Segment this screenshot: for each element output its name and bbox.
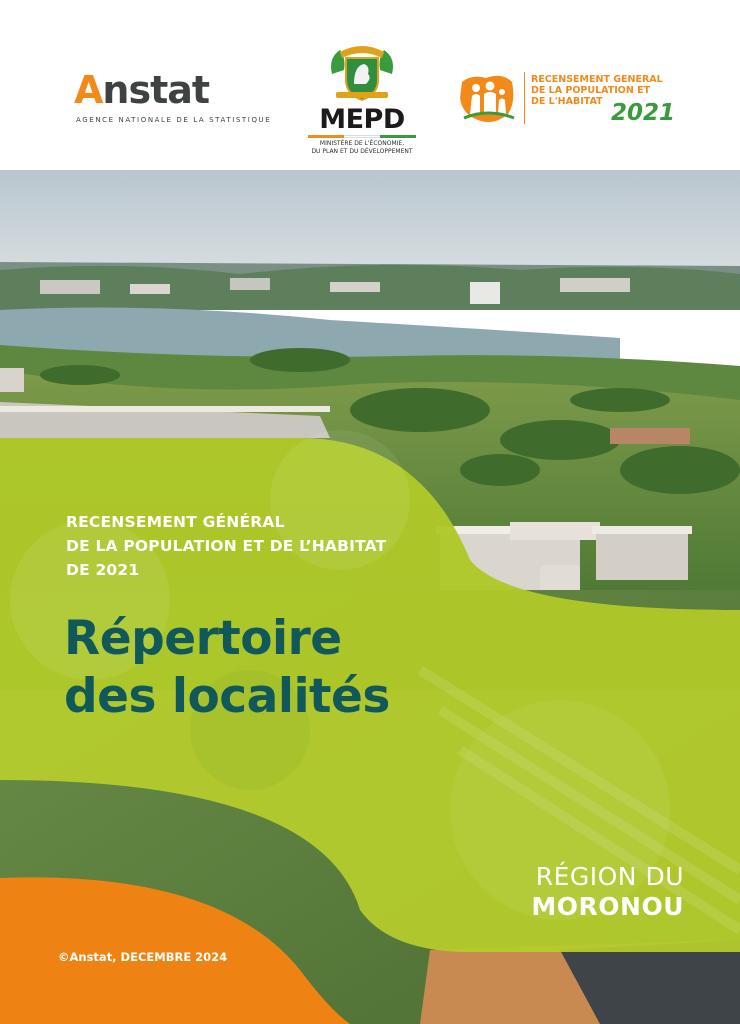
anstat-logo [74, 68, 272, 130]
census-logo-text: RECENSEMENT GENERAL DE LA POPULATION ET DE L'HABITAT [531, 74, 663, 107]
anstat-tagline: AGENCE NATIONALE DE LA STATISTIQUE [76, 116, 272, 124]
header-logos [0, 0, 740, 170]
family-icon [458, 72, 516, 126]
flag-stripe [308, 135, 416, 138]
mepd-wordmark: MEPD [319, 104, 405, 135]
anstat-wordmark: Anstat [74, 68, 210, 112]
copyright-notice: ©Anstat, DECEMBRE 2024 [58, 950, 228, 964]
region-name: RÉGION DU MORONOU [531, 862, 684, 921]
mepd-logo [300, 44, 424, 160]
cover-title: Répertoire des localités [64, 611, 390, 724]
census-logo [458, 70, 676, 130]
cover-subtitle: RECENSEMENT GÉNÉRAL DE LA POPULATION ET DE L’HABITAT DE 2021 [66, 513, 387, 579]
coat-of-arms-icon [326, 44, 398, 104]
logo-divider [524, 72, 525, 124]
census-logo-year: 2021 [611, 100, 676, 126]
ministry-name: MINISTÈRE DE L'ÉCONOMIE, DU PLAN ET DU DÉVELOPPEMENT [311, 140, 413, 155]
